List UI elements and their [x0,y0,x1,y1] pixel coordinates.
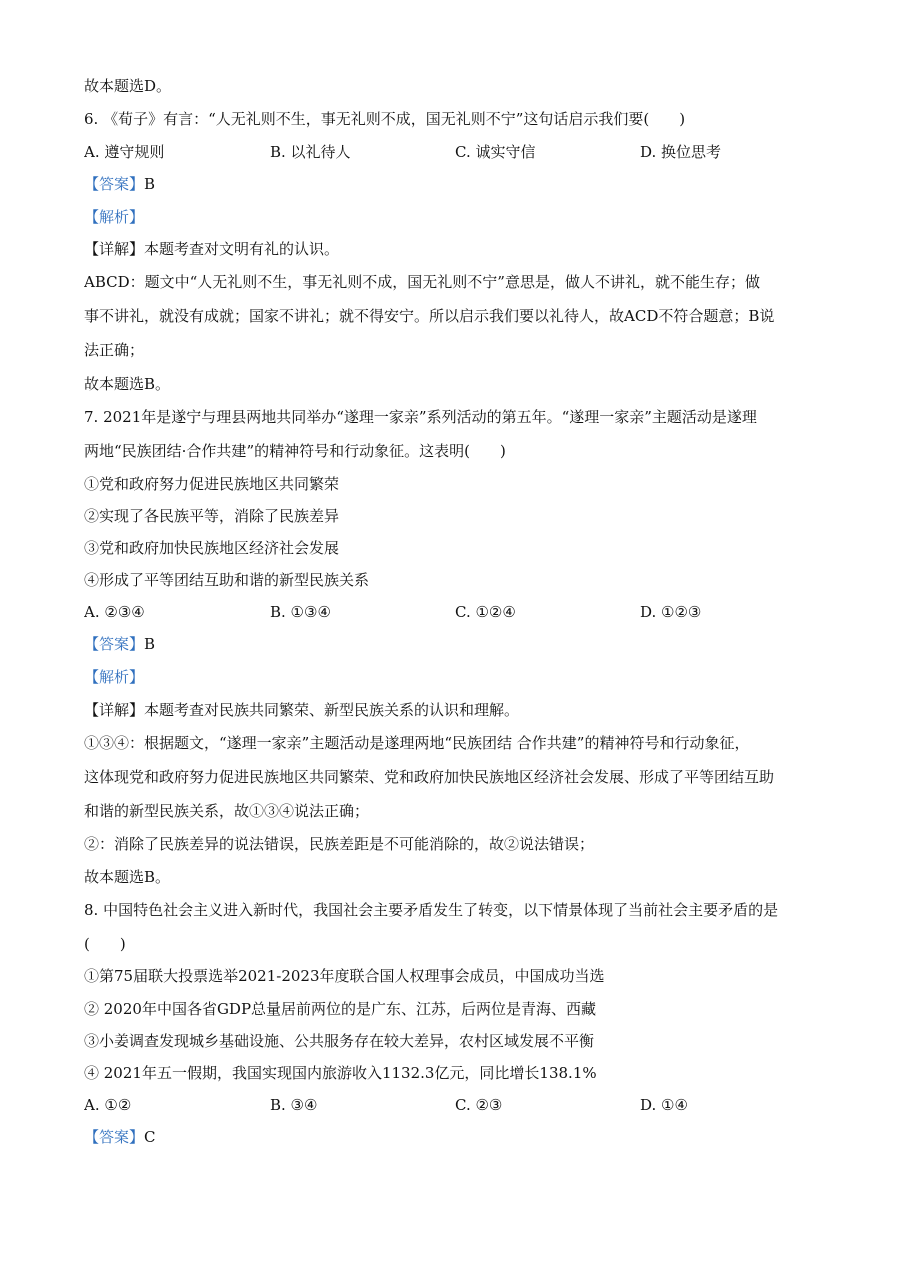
text: ①③④：根据题文，“遂理一家亲”主题活动是遂理两地“民族团结 合作共建”的精神符号和行动象征， [84,734,750,752]
detail-text: 本题考查对民族共同繁荣、新型民族关系的认识和理解。 [144,701,520,719]
q7-item-1 [84,472,839,496]
q7-item-3 [84,536,839,560]
q8-options [84,1093,839,1117]
q6-options [84,140,839,164]
q7-explanation-line-2 [84,765,839,789]
text: ABCD：题文中“人无礼则不生，事无礼则不成，国无礼则不宁”意思是，做人不讲礼，就不能生存；做 [84,273,760,291]
q6-answer [84,172,839,196]
text: ④形成了平等团结互助和谐的新型民族关系 [84,571,370,589]
q6-stem [84,107,839,131]
q8-item-4 [84,1061,839,1085]
q7-item-4 [84,568,839,592]
q7-option-b: B. ①③④ [270,603,331,621]
text: 故本题选B。 [84,375,171,393]
q7-answer [84,632,839,656]
answer-tag: 【答案】 [84,635,145,653]
q8-option-c: C. ②③ [455,1096,503,1114]
q7-item-2 [84,504,839,528]
q8-stem-line-2 [84,932,839,956]
q7-stem-line-2 [84,439,839,463]
text: ②实现了各民族平等，消除了民族差异 [84,507,340,525]
q6-option-c: C. 诚实守信 [455,143,536,161]
q7-option-a: A. ②③④ [84,603,145,621]
q6-option-b: B. 以礼待人 [270,143,351,161]
q6-explanation-line-1 [84,270,839,294]
prev-answer-conclusion [84,74,839,98]
answer-value: B [144,635,156,653]
text: 这体现党和政府努力促进民族地区共同繁荣、党和政府加快民族地区经济社会发展、形成了平等团结互助 [84,768,775,786]
text: 7. 2021年是遂宁与理县两地共同举办“遂理一家亲”系列活动的第五年。“遂理一家亲”主题活动是遂理 [84,408,757,426]
text: ③党和政府加快民族地区经济社会发展 [84,539,340,557]
q7-options [84,600,839,624]
answer-tag: 【答案】 [84,1128,145,1146]
text: 故本题选D。 [84,77,172,95]
text: 两地“民族团结·合作共建”的精神符号和行动象征。这表明( ) [84,442,506,460]
text: 事不讲礼，就没有成就；国家不讲礼；就不得安宁。所以启示我们要以礼待人，故ACD不符合题意；B说 [84,307,775,325]
q7-explanation-line-1 [84,731,839,755]
text: ② 2020年中国各省GDP总量居前两位的是广东、江苏，后两位是青海、西藏 [84,1000,597,1018]
text: ②：消除了民族差异的说法错误，民族差距是不可能消除的，故②说法错误； [84,835,595,853]
analysis-tag: 【解析】 [84,208,145,226]
detail-tag: 【详解】 [84,701,145,719]
text: 法正确； [84,341,145,359]
text: 故本题选B。 [84,868,171,886]
q7-stem-line-1 [84,405,839,429]
q8-item-3 [84,1029,839,1053]
text: ③小姜调查发现城乡基础设施、公共服务存在较大差异，农村区域发展不平衡 [84,1032,595,1050]
text: ④ 2021年五一假期，我国实现国内旅游收入1132.3亿元，同比增长138.1% [84,1064,597,1082]
q8-item-1 [84,964,839,988]
q8-option-d: D. ①④ [640,1096,688,1114]
text: ①党和政府努力促进民族地区共同繁荣 [84,475,340,493]
text: 8. 中国特色社会主义进入新时代，我国社会主要矛盾发生了转变，以下情景体现了当前社会主要矛盾的是 [84,901,779,919]
answer-tag: 【答案】 [84,175,145,193]
q6-explanation-line-3 [84,338,839,362]
detail-tag: 【详解】 [84,240,145,258]
q8-option-a: A. ①② [84,1096,132,1114]
q8-stem-line-1 [84,898,839,922]
q8-item-2 [84,997,839,1021]
answer-value: B [144,175,156,193]
q7-conclusion [84,865,839,889]
q7-explanation-line-4 [84,832,839,856]
q7-analysis-heading [84,665,839,689]
q7-option-d: D. ①②③ [640,603,702,621]
q7-option-c: C. ①②④ [455,603,516,621]
detail-text: 本题考查对文明有礼的认识。 [144,240,340,258]
text: 6. 《荀子》有言：“人无礼则不生，事无礼则不成，国无礼则不宁”这句话启示我们要( ) [84,110,686,128]
answer-value: C [144,1128,156,1146]
q7-explanation-line-3 [84,799,839,823]
analysis-tag: 【解析】 [84,668,145,686]
text: ①第75届联大投票选举2021-2023年度联合国人权理事会成员，中国成功当选 [84,967,605,985]
text: ( ) [84,935,126,953]
q6-option-d: D. 换位思考 [640,143,722,161]
q8-option-b: B. ③④ [270,1096,318,1114]
q6-conclusion [84,372,839,396]
text: 和谐的新型民族关系，故①③④说法正确； [84,802,370,820]
q7-detail [84,698,839,722]
q8-answer [84,1125,839,1149]
q6-explanation-line-2 [84,304,839,328]
q6-option-a: A. 遵守规则 [84,143,165,161]
q6-detail [84,237,839,261]
q6-analysis-heading [84,205,839,229]
